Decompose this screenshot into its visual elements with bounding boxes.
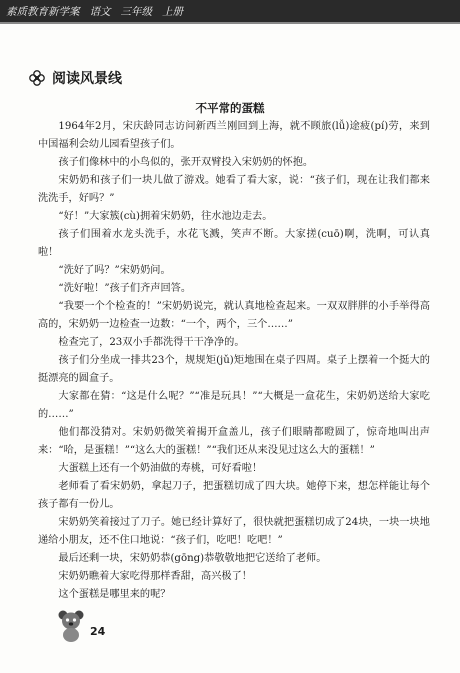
flower-icon [28, 69, 46, 87]
article-title: 不平常的蛋糕 [195, 101, 265, 115]
paragraph: 大蛋糕上还有一个奶油做的寿桃，可好看啦！ [58, 463, 263, 474]
paragraph: “好！”大家簇(cù)拥着宋奶奶，往水池边走去。 [58, 211, 273, 222]
paragraph: 1964年2月，宋庆龄同志访问新西兰刚回到上海，就不顾旅(lǚ)途疲(pí)劳，来到中国福利会幼儿园看望孩子们。 [38, 121, 430, 150]
koala-icon [58, 608, 84, 642]
paragraph: 他们都没猜对。宋奶奶微笑着揭开盒盖儿，孩子们眼睛都瞪圆了，惊奇地叫出声来：“哈，是蛋糕！”“这么大的蛋糕！”“我们还从来没见过这么大的蛋糕！” [38, 427, 430, 456]
paragraph: “洗好啦！”孩子们齐声回答。 [58, 283, 192, 294]
paragraph: 老师看了看宋奶奶，拿起刀子，把蛋糕切成了四大块。她停下来，想怎样能让每个孩子都有一份儿。 [38, 481, 430, 510]
paragraph: 孩子们分坐成一排共23个，规规矩(jǔ)矩地围在桌子四周。桌子上摆着一个挺大的挺漂亮的圆盒子。 [38, 355, 430, 384]
paragraph: 检查完了，23双小手都洗得干干净净的。 [58, 337, 245, 348]
book-name: 素质教育新学案 [6, 5, 80, 18]
paragraph: 最后还剩一块，宋奶奶恭(gōng)恭敬敬地把它送给了老师。 [58, 553, 327, 564]
section-title: 阅读风景线 [52, 71, 122, 87]
paragraph: 宋奶奶和孩子们一块儿做了游戏。她看了看大家，说：“孩子们，现在让我们都来洗洗手，好吗？” [38, 175, 430, 204]
paragraph: 这个蛋糕是哪里来的呢？ [58, 589, 171, 600]
subject-label: 语文 [89, 5, 111, 18]
header-rule [0, 22, 460, 24]
grade-label: 三年级 [120, 5, 152, 18]
volume-label: 上册 [162, 5, 183, 18]
paragraph: 大家都在猜：“这是什么呢？”“准是玩具！”“大概是一盒花生，宋奶奶送给大家吃的……” [38, 391, 430, 420]
section-heading [28, 68, 122, 88]
page-number: 24 [90, 625, 106, 638]
paragraph: “我要一个个检查的！”宋奶奶说完，就认真地检查起来。一双双胖胖的小手举得高高的，宋奶奶一边检查一边数：“一个，两个，三个……” [38, 301, 430, 330]
paragraph: 宋奶奶瞧着大家吃得那样香甜，高兴极了！ [58, 571, 252, 582]
paragraph: 宋奶奶笑着接过了刀子。她已经计算好了，很快就把蛋糕切成了24块，一块一块地递给小朋友，还不住口地说：“孩子们，吃吧！吃吧！” [38, 517, 430, 546]
article-body [38, 118, 430, 604]
paragraph: 孩子们围着水龙头洗手，水花飞溅，笑声不断。大家搓(cuō)啊，洗啊，可认真啦！ [38, 229, 430, 258]
page-header [0, 0, 460, 22]
page-footer [58, 608, 105, 642]
paragraph: 孩子们像林中的小鸟似的，张开双臂投入宋奶奶的怀抱。 [58, 157, 314, 168]
paragraph: “洗好了吗？”宋奶奶问。 [58, 265, 171, 276]
